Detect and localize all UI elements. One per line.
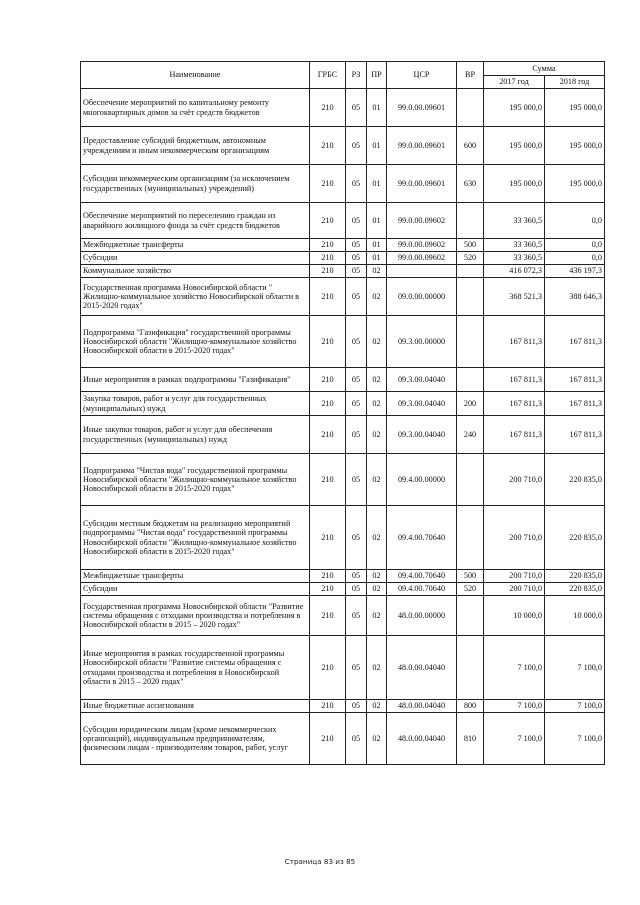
cell-csr: 48.0.00.04040 — [387, 713, 457, 765]
cell-pr: 02 — [367, 700, 387, 713]
cell-rz: 05 — [346, 89, 367, 127]
cell-sum-2018: 7 100,0 — [545, 636, 605, 700]
cell-sum-2017: 195 000,0 — [484, 127, 545, 165]
header-csr: ЦСР — [387, 62, 457, 89]
cell-pr: 02 — [367, 278, 387, 316]
cell-grbs: 210 — [310, 416, 346, 454]
table-row — [81, 252, 605, 265]
table-row — [81, 596, 605, 636]
cell-pr: 01 — [367, 165, 387, 203]
cell-rz: 05 — [346, 278, 367, 316]
cell-name: Субсидии некоммерческим организациям (за исключением государственных (муниципальных) учреждений) — [81, 165, 310, 203]
cell-sum-2017: 200 710,0 — [484, 454, 545, 506]
cell-sum-2017: 200 710,0 — [484, 570, 545, 583]
cell-csr: 09.4.00.70640 — [387, 583, 457, 596]
cell-grbs: 210 — [310, 713, 346, 765]
table-row — [81, 392, 605, 416]
cell-grbs: 210 — [310, 596, 346, 636]
cell-sum-2017: 7 100,0 — [484, 700, 545, 713]
cell-name: Субсидии местным бюджетам на реализацию мероприятий подпрограммы "Чистая вода" государственной программы Новосибирской области "Жилищно-коммунальное хозяйство Новосибирской области в 2015-2020 годах" — [81, 506, 310, 570]
cell-sum-2017: 7 100,0 — [484, 713, 545, 765]
header-year-2017: 2017 год — [484, 76, 545, 89]
budget-table — [80, 61, 605, 765]
cell-sum-2017: 33 360,5 — [484, 252, 545, 265]
cell-csr: 99.0.00.09602 — [387, 203, 457, 239]
cell-vr: 600 — [457, 127, 484, 165]
cell-vr — [457, 506, 484, 570]
cell-rz: 05 — [346, 165, 367, 203]
cell-pr: 02 — [367, 316, 387, 368]
table-row — [81, 165, 605, 203]
cell-csr: 09.4.00.70640 — [387, 570, 457, 583]
header-pr: ПР — [367, 62, 387, 89]
cell-sum-2018: 0,0 — [545, 203, 605, 239]
cell-vr — [457, 636, 484, 700]
cell-vr: 520 — [457, 252, 484, 265]
table-row — [81, 416, 605, 454]
cell-sum-2018: 167 811,3 — [545, 368, 605, 392]
cell-vr — [457, 454, 484, 506]
cell-rz: 05 — [346, 392, 367, 416]
cell-pr: 02 — [367, 368, 387, 392]
cell-sum-2017: 167 811,3 — [484, 416, 545, 454]
cell-vr — [457, 278, 484, 316]
cell-sum-2017: 33 360,5 — [484, 203, 545, 239]
cell-csr: 09.4.00.70640 — [387, 506, 457, 570]
cell-sum-2017: 10 000,0 — [484, 596, 545, 636]
cell-pr: 02 — [367, 596, 387, 636]
cell-csr: 09.4.00.00000 — [387, 454, 457, 506]
cell-grbs: 210 — [310, 252, 346, 265]
cell-pr: 02 — [367, 713, 387, 765]
header-year-2018: 2018 год — [545, 76, 605, 89]
cell-vr: 810 — [457, 713, 484, 765]
cell-rz: 05 — [346, 316, 367, 368]
cell-grbs: 210 — [310, 583, 346, 596]
cell-sum-2018: 167 811,3 — [545, 316, 605, 368]
cell-pr: 01 — [367, 252, 387, 265]
page-number: Страница 83 из 85 — [284, 857, 356, 866]
cell-sum-2018: 7 100,0 — [545, 713, 605, 765]
cell-grbs: 210 — [310, 506, 346, 570]
cell-vr — [457, 89, 484, 127]
table-row — [81, 636, 605, 700]
cell-csr: 99.0.00.09602 — [387, 252, 457, 265]
cell-grbs: 210 — [310, 278, 346, 316]
cell-name: Государственная программа Новосибирской области "Развитие системы обращения с отходами производства и потребления в Новосибирской области в 2015 – 2020 годах" — [81, 596, 310, 636]
cell-name: Обеспечение мероприятий по переселению граждан из аварийного жилищного фонда за счёт средств бюджетов — [81, 203, 310, 239]
cell-rz: 05 — [346, 570, 367, 583]
cell-sum-2018: 436 197,3 — [545, 265, 605, 278]
cell-csr: 99.0.00.09602 — [387, 239, 457, 252]
cell-sum-2018: 10 000,0 — [545, 596, 605, 636]
cell-name: Иные закупки товаров, работ и услуг для обеспечения государственных (муниципальных) нужд — [81, 416, 310, 454]
table-row — [81, 368, 605, 392]
table-row — [81, 700, 605, 713]
cell-csr: 48.0.00.04040 — [387, 700, 457, 713]
cell-sum-2017: 167 811,3 — [484, 368, 545, 392]
cell-sum-2017: 33 360,5 — [484, 239, 545, 252]
cell-pr: 02 — [367, 636, 387, 700]
table-row — [81, 713, 605, 765]
cell-rz: 05 — [346, 700, 367, 713]
table-row — [81, 570, 605, 583]
table-row — [81, 265, 605, 278]
cell-name: Межбюджетные трансферты — [81, 570, 310, 583]
cell-sum-2018: 0,0 — [545, 252, 605, 265]
cell-name: Предоставление субсидий бюджетным, автономным учреждениям и иным некоммерческим организациям — [81, 127, 310, 165]
cell-sum-2017: 368 521,3 — [484, 278, 545, 316]
cell-name: Коммунальное хозяйство — [81, 265, 310, 278]
cell-name: Подпрограмма "Чистая вода" государственной программы Новосибирской области "Жилищно-коммунальное хозяйство Новосибирской области в 2015-2020 годах" — [81, 454, 310, 506]
cell-vr: 500 — [457, 239, 484, 252]
cell-name: Субсидии юридическим лицам (кроме некоммерческих организаций), индивидуальным предпринимателям, физическим лицам - производителям товаров, работ, услуг — [81, 713, 310, 765]
cell-sum-2017: 167 811,3 — [484, 392, 545, 416]
cell-grbs: 210 — [310, 89, 346, 127]
cell-csr — [387, 265, 457, 278]
cell-rz: 05 — [346, 636, 367, 700]
cell-csr: 99.0.00.09601 — [387, 127, 457, 165]
cell-pr: 02 — [367, 506, 387, 570]
cell-name: Обеспечение мероприятий по капитальному ремонту многоквартирных домов за счёт средств бюджетов — [81, 89, 310, 127]
header-name: Наименование — [81, 62, 310, 89]
cell-vr: 520 — [457, 583, 484, 596]
cell-pr: 02 — [367, 392, 387, 416]
cell-sum-2017: 416 072,3 — [484, 265, 545, 278]
header-row-top — [81, 62, 605, 76]
cell-rz: 05 — [346, 506, 367, 570]
cell-sum-2018: 220 835,0 — [545, 506, 605, 570]
cell-rz: 05 — [346, 127, 367, 165]
cell-grbs: 210 — [310, 636, 346, 700]
cell-grbs: 210 — [310, 265, 346, 278]
cell-sum-2017: 195 000,0 — [484, 165, 545, 203]
table-row — [81, 203, 605, 239]
cell-rz: 05 — [346, 368, 367, 392]
cell-vr: 200 — [457, 392, 484, 416]
cell-sum-2017: 200 710,0 — [484, 583, 545, 596]
cell-vr: 240 — [457, 416, 484, 454]
header-rz: РЗ — [346, 62, 367, 89]
cell-pr: 02 — [367, 416, 387, 454]
cell-rz: 05 — [346, 713, 367, 765]
cell-rz: 05 — [346, 596, 367, 636]
table-row — [81, 127, 605, 165]
cell-grbs: 210 — [310, 570, 346, 583]
table-row — [81, 89, 605, 127]
cell-sum-2018: 0,0 — [545, 239, 605, 252]
cell-csr: 09.3.00.00000 — [387, 316, 457, 368]
cell-pr: 02 — [367, 583, 387, 596]
cell-csr: 09.3.00.04040 — [387, 416, 457, 454]
cell-name: Субсидии — [81, 252, 310, 265]
cell-sum-2017: 200 710,0 — [484, 506, 545, 570]
cell-sum-2018: 195 000,0 — [545, 165, 605, 203]
cell-grbs: 210 — [310, 165, 346, 203]
cell-vr — [457, 316, 484, 368]
cell-pr: 02 — [367, 454, 387, 506]
cell-sum-2017: 195 000,0 — [484, 89, 545, 127]
cell-sum-2018: 220 835,0 — [545, 583, 605, 596]
cell-grbs: 210 — [310, 368, 346, 392]
cell-csr: 48.0.00.04040 — [387, 636, 457, 700]
cell-grbs: 210 — [310, 127, 346, 165]
cell-name: Субсидии — [81, 583, 310, 596]
table-row — [81, 278, 605, 316]
cell-sum-2018: 195 000,0 — [545, 127, 605, 165]
cell-sum-2018: 220 835,0 — [545, 570, 605, 583]
cell-sum-2017: 167 811,3 — [484, 316, 545, 368]
cell-grbs: 210 — [310, 392, 346, 416]
cell-sum-2018: 167 811,3 — [545, 416, 605, 454]
cell-rz: 05 — [346, 239, 367, 252]
cell-name: Закупка товаров, работ и услуг для государственных (муниципальных) нужд — [81, 392, 310, 416]
cell-pr: 02 — [367, 570, 387, 583]
cell-sum-2018: 167 811,3 — [545, 392, 605, 416]
cell-vr — [457, 265, 484, 278]
cell-pr: 02 — [367, 265, 387, 278]
cell-sum-2018: 7 100,0 — [545, 700, 605, 713]
table-row — [81, 454, 605, 506]
table-row — [81, 583, 605, 596]
cell-pr: 01 — [367, 89, 387, 127]
cell-sum-2018: 388 646,3 — [545, 278, 605, 316]
cell-grbs: 210 — [310, 700, 346, 713]
cell-csr: 99.0.00.09601 — [387, 165, 457, 203]
cell-name: Иные мероприятия в рамках государственной программы Новосибирской области "Развитие системы обращения с отходами производства и потребления в Новосибирской области в 2015 – 2020 годах" — [81, 636, 310, 700]
cell-sum-2018: 220 835,0 — [545, 454, 605, 506]
cell-csr: 09.3.00.04040 — [387, 368, 457, 392]
table-row — [81, 506, 605, 570]
cell-csr: 99.0.00.09601 — [387, 89, 457, 127]
cell-vr — [457, 368, 484, 392]
cell-pr: 01 — [367, 127, 387, 165]
cell-rz: 05 — [346, 265, 367, 278]
cell-pr: 01 — [367, 203, 387, 239]
cell-name: Подпрограмма "Газификация" государственной программы Новосибирской области "Жилищно-коммунальное хозяйство Новосибирской области в 2015-2020 годах" — [81, 316, 310, 368]
cell-pr: 01 — [367, 239, 387, 252]
cell-csr: 09.0.00.00000 — [387, 278, 457, 316]
header-sum: Сумма — [484, 62, 605, 76]
cell-rz: 05 — [346, 252, 367, 265]
cell-name: Иные бюджетные ассигнования — [81, 700, 310, 713]
cell-grbs: 210 — [310, 203, 346, 239]
table-body — [81, 89, 605, 765]
table-row — [81, 239, 605, 252]
cell-name: Государственная программа Новосибирской области " Жилищно-коммунальное хозяйство Новосибирской области в 2015-2020 годах" — [81, 278, 310, 316]
header-vr: ВР — [457, 62, 484, 89]
cell-rz: 05 — [346, 454, 367, 506]
cell-csr: 48.0.00.00000 — [387, 596, 457, 636]
cell-grbs: 210 — [310, 454, 346, 506]
cell-vr — [457, 596, 484, 636]
cell-grbs: 210 — [310, 239, 346, 252]
cell-vr: 500 — [457, 570, 484, 583]
table-row — [81, 316, 605, 368]
cell-vr: 630 — [457, 165, 484, 203]
cell-grbs: 210 — [310, 316, 346, 368]
cell-name: Межбюджетные трансферты — [81, 239, 310, 252]
cell-vr: 800 — [457, 700, 484, 713]
cell-name: Иные мероприятия в рамках подпрограммы "Газификация" — [81, 368, 310, 392]
cell-rz: 05 — [346, 583, 367, 596]
header-grbs: ГРБС — [310, 62, 346, 89]
cell-sum-2018: 195 000,0 — [545, 89, 605, 127]
cell-rz: 05 — [346, 416, 367, 454]
cell-sum-2017: 7 100,0 — [484, 636, 545, 700]
cell-rz: 05 — [346, 203, 367, 239]
cell-vr — [457, 203, 484, 239]
cell-csr: 09.3.00.04040 — [387, 392, 457, 416]
